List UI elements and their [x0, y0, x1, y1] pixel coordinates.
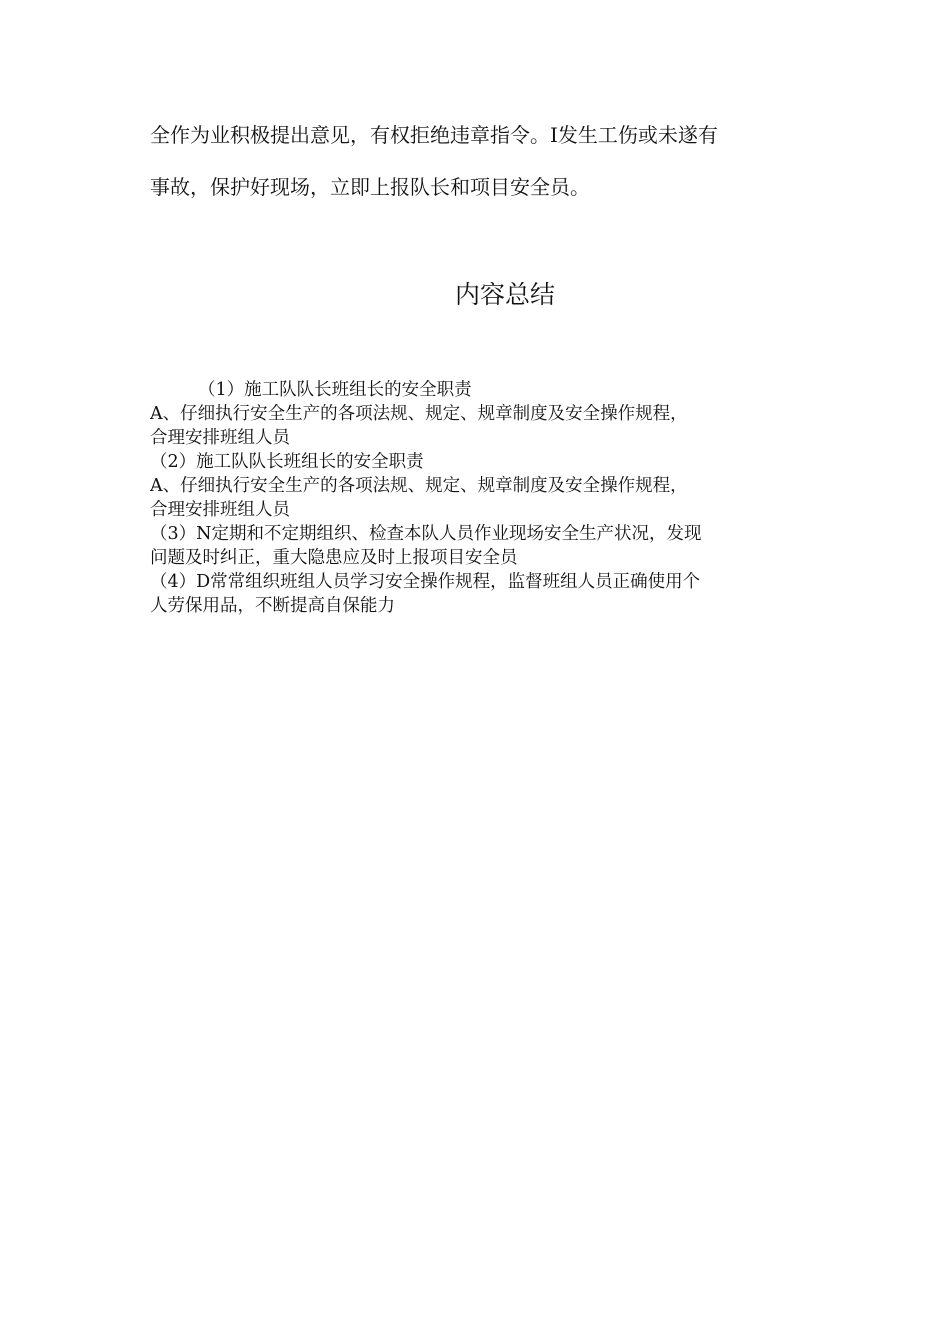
summary-line: （1）施工队队长班组长的安全职责 — [198, 380, 472, 400]
summary-line: 人劳保用品，不断提高自保能力 — [150, 596, 395, 616]
intro-line: 事故，保护好现场，立即上报队长和项目安全员。 — [150, 175, 590, 199]
summary-line: （3）N定期和不定期组织、检查本队人员作业现场安全生产状况，发现 — [150, 524, 702, 544]
summary-line: 合理安排班组人员 — [150, 428, 290, 448]
intro-paragraph — [150, 121, 810, 225]
summary-title: 内容总结 — [454, 280, 555, 309]
summary-line: （2）施工队队长班组长的安全职责 — [150, 452, 424, 472]
summary-line: A、仔细执行安全生产的各项法规、规定、规章制度及安全操作规程， — [150, 404, 688, 424]
summary-line: （4）D常常组织班组人员学习安全操作规程，监督班组人员正确使用个 — [150, 572, 701, 592]
summary-line: 问题及时纠正，重大隐患应及时上报项目安全员 — [150, 548, 518, 568]
summary-line: A、仔细执行安全生产的各项法规、规定、规章制度及安全操作规程， — [150, 476, 688, 496]
summary-line: 合理安排班组人员 — [150, 500, 290, 520]
intro-line: 全作为业积极提出意见，有权拒绝违章指令。I发生工伤或未遂有 — [150, 123, 718, 147]
summary-body — [150, 378, 810, 618]
